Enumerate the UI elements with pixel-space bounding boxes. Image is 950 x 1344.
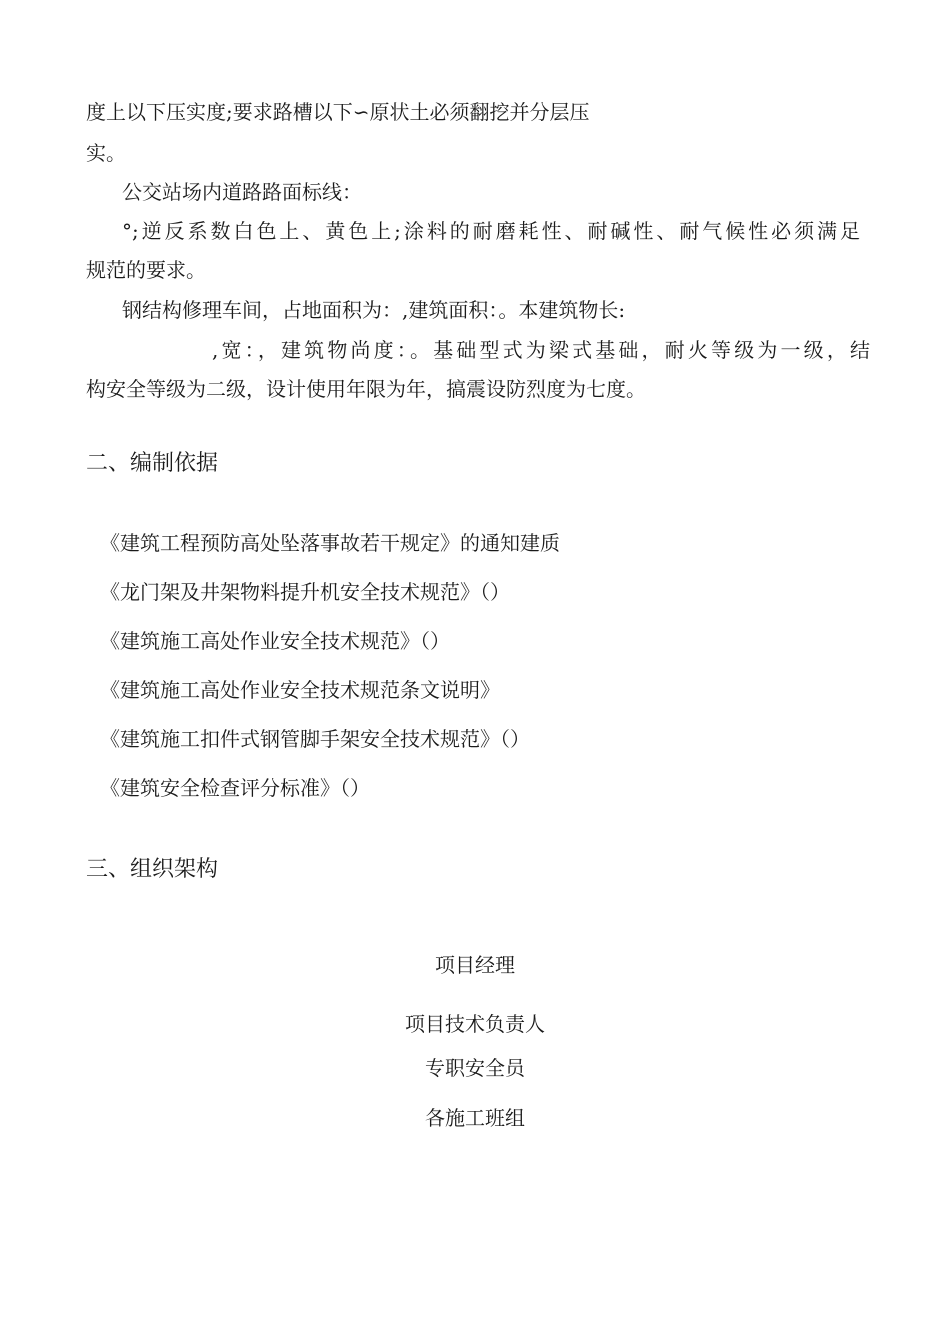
paragraph-line: 规范的要求。 [86,258,206,282]
section-heading: 三、组织架构 [86,857,219,882]
reference-item: 《建筑施工扣件式钢管脚手架安全技术规范》（） [100,727,530,751]
reference-item: 《龙门架及井架物料提升机安全技术规范》（） [100,580,510,604]
reference-item: 《建筑工程预防高处坠落事故若干规定》的通知建质 [100,531,560,555]
org-chart-node: 项目技术负责人 [405,1012,545,1036]
paragraph-line: 构安全等级为二级，设计使用年限为年，搞震设防烈度为七度。 [86,377,646,401]
paragraph-line: 公交站场内道路路面标线： [122,180,362,204]
paragraph-line: 钢结构修理车间，占地面积为：,建筑面积：。本建筑物长: [122,298,626,322]
reference-item: 《建筑安全检查评分标准》（） [100,776,370,800]
org-chart-node: 项目经理 [435,953,515,977]
paragraph-line: 度上以下压实度;要求路槽以下∽原状土必须翻挖并分层压 [86,100,590,124]
paragraph-line: °;逆反系数白色上、黄色上;涂料的耐磨耗性、耐碱性、耐气候性必须满足 [122,219,860,243]
org-chart-node: 专职安全员 [425,1056,525,1080]
paragraph-line: 实。 [86,141,126,165]
reference-item: 《建筑施工高处作业安全技术规范条文说明》 [100,678,500,702]
paragraph-line: ,宽：，建筑物尚度：。基础型式为梁式基础，耐火等级为一级，结 [212,338,870,362]
reference-item: 《建筑施工高处作业安全技术规范》（） [100,629,450,653]
org-chart-node: 各施工班组 [425,1106,525,1130]
section-heading: 二、编制依据 [86,451,219,476]
